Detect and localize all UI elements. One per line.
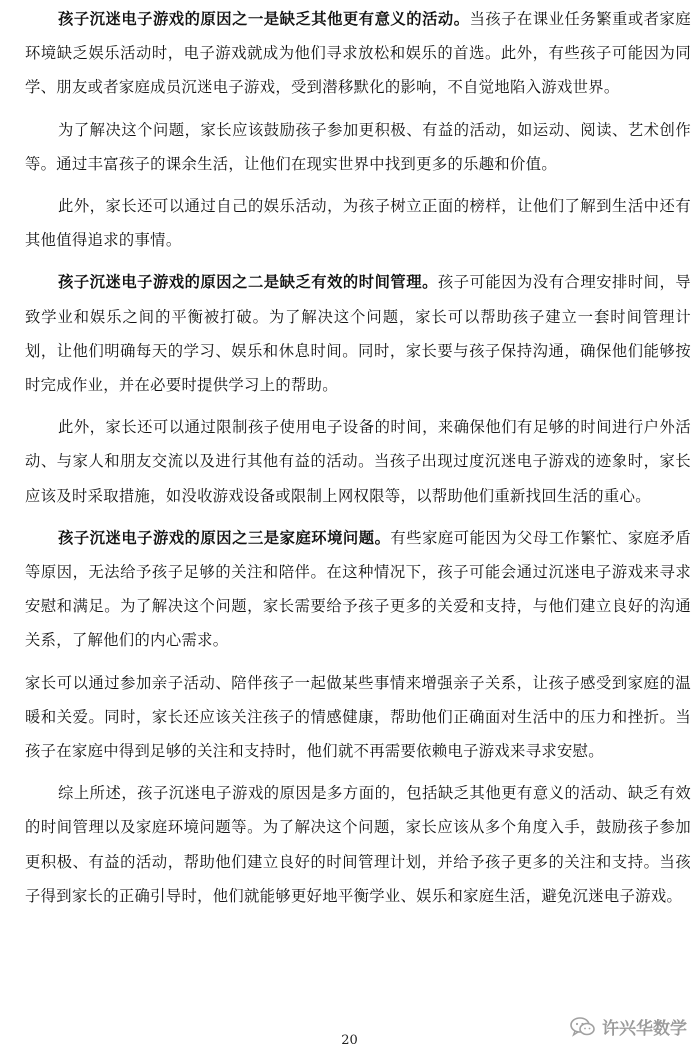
paragraph-solution-one <box>25 113 691 181</box>
paragraph-reason-three <box>25 521 691 658</box>
watermark-label: 许兴华数学 <box>602 1019 687 1038</box>
page-number: 20 <box>341 1033 358 1048</box>
document-body <box>25 2 691 921</box>
paragraph-text: 有些家庭可能因为父母工作繁忙、家庭矛盾等原因，无法给予孩子足够的关注和陪伴。在这种情况下，孩子可能会通过沉迷电子游戏来寻求安慰和满足。为了解决这个问题，家长需要给予孩子更多的关爱和支持，与他们建立良好的沟通关系，了解他们的内心需求。 <box>25 528 691 650</box>
paragraph-lead: 孩子沉迷电子游戏的原因之三是家庭环境问题。 <box>58 528 391 547</box>
paragraph-text: 综上所述，孩子沉迷电子游戏的原因是多方面的，包括缺乏其他更有意义的活动、缺乏有效的时间管理以及家庭环境问题等。为了解决这个问题，家长应该从多个角度入手，鼓励孩子参加更积极、有益的活动，帮助他们建立良好的时间管理计划，并给予孩子更多的关注和支持。当孩子得到家长的正确引导时，他们就能够更好地平衡学业、娱乐和家庭生活，避免沉迷电子游戏。 <box>25 784 691 905</box>
paragraph-role-model <box>25 189 691 257</box>
paragraph-text: 孩子可能因为没有合理安排时间，导致学业和娱乐之间的平衡被打破。为了解决这个问题，家长可以帮助孩子建立一套时间管理计划，让他们明确每天的学习、娱乐和休息时间。同时，家长要与孩子保持沟通，确保他们能够按时完成作业，并在必要时提供学习上的帮助。 <box>25 273 691 395</box>
paragraph-text: 家长可以通过参加亲子活动、陪伴孩子一起做某些事情来增强亲子关系，让孩子感受到家庭的温暖和关爱。同时，家长还应该关注孩子的情感健康，帮助他们正确面对生活中的压力和挫折。当孩子在家庭中得到足够的关注和支持时，他们就不再需要依赖电子游戏来寻求安慰。 <box>25 673 691 761</box>
paragraph-text: 此外，家长还可以通过限制孩子使用电子设备的时间，来确保他们有足够的时间进行户外活动、与家人和朋友交流以及进行其他有益的活动。当孩子出现过度沉迷电子游戏的迹象时，家长应该及时采取措施，如没收游戏设备或限制上网权限等，以帮助他们重新找回生活的重心。 <box>25 418 691 505</box>
paragraph-reason-one <box>25 2 691 105</box>
paragraph-lead: 孩子沉迷电子游戏的原因之一是缺乏其他更有意义的活动。 <box>58 10 470 28</box>
paragraph-reason-two <box>25 265 691 402</box>
paragraph-limit-devices <box>25 410 691 513</box>
paragraph-lead: 孩子沉迷电子游戏的原因之二是缺乏有效的时间管理。 <box>58 273 438 292</box>
paragraph-text: 为了解决这个问题，家长应该鼓励孩子参加更积极、有益的活动，如运动、阅读、艺术创作等。通过丰富孩子的课余生活，让他们在现实世界中找到更多的乐趣和价值。 <box>25 120 691 173</box>
paragraph-conclusion <box>25 776 691 913</box>
paragraph-text: 当孩子在课业任务繁重或者家庭环境缺乏娱乐活动时，电子游戏就成为他们寻求放松和娱乐的首选。此外，有些孩子可能因为同学、朋友或者家庭成员沉迷电子游戏，受到潜移默化的影响，不自觉地陷入游戏世界。 <box>25 10 691 97</box>
paragraph-family-activities <box>25 666 691 769</box>
paragraph-text: 此外，家长还可以通过自己的娱乐活动，为孩子树立正面的榜样，让他们了解到生活中还有其他值得追求的事情。 <box>25 197 691 250</box>
